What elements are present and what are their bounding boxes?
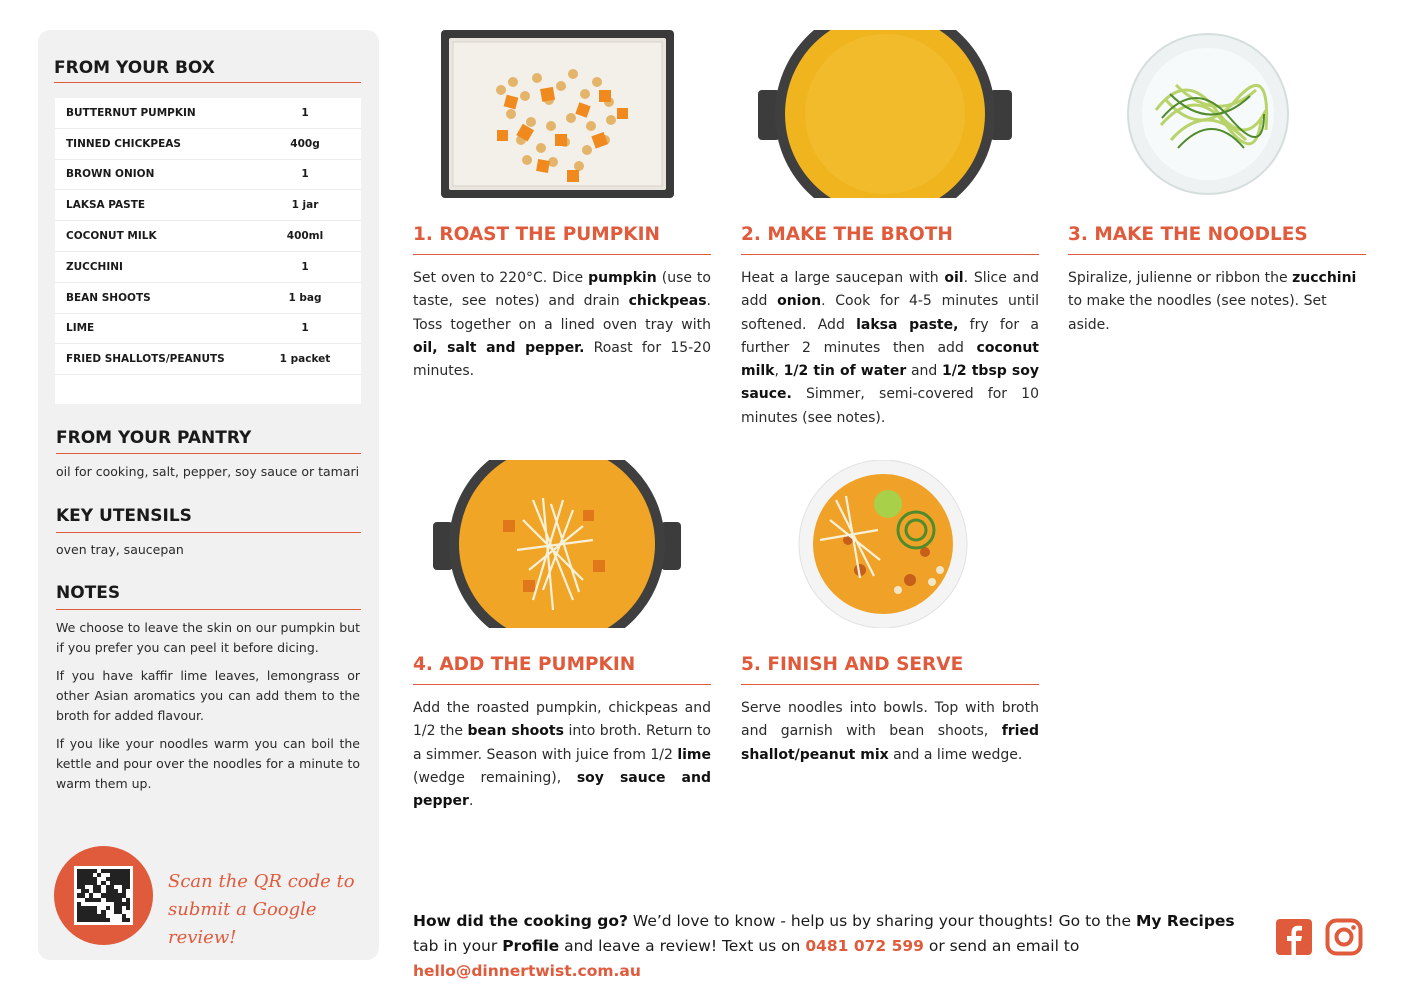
- text: to make the noodles (see notes). Set aside.: [1068, 293, 1327, 333]
- ingredient-bold: oil, salt and pepper.: [413, 339, 585, 356]
- my-recipes-label: My Recipes: [1135, 912, 1235, 930]
- pantry-text: oil for cooking, salt, pepper, soy sauce or tamari: [56, 464, 360, 479]
- qr-pattern: [77, 869, 130, 922]
- zucchini-noodles-illustration: [1126, 30, 1290, 198]
- text: fry for a further 2 minutes then add: [741, 316, 1039, 356]
- ingredient-bold: 1/2 tbsp soy sauce.: [741, 363, 1040, 403]
- text: and: [906, 363, 943, 380]
- ingredient-bold: pumpkin: [588, 270, 657, 286]
- divider: [56, 532, 361, 533]
- text: Roast for 15-20 minutes.: [413, 339, 711, 380]
- ingredient-name: BUTTERNUT PUMPKIN: [66, 106, 196, 119]
- ingredient-qty: 1 jar: [291, 199, 319, 212]
- qr-module: [126, 918, 130, 922]
- ingredient-bold: soy sauce and pepper: [413, 769, 711, 810]
- text: . Slice and add: [741, 270, 1039, 310]
- ingredient-name: TINNED CHICKPEAS: [66, 137, 181, 150]
- ingredient-qty: 1: [301, 106, 309, 119]
- ingredient-bold: lime: [677, 746, 711, 763]
- table-row: [55, 252, 361, 283]
- divider: [413, 684, 711, 685]
- text: or send an email to: [923, 937, 1080, 955]
- table-row: [55, 190, 361, 221]
- review-footer: [413, 909, 1263, 984]
- divider: [1068, 254, 1366, 255]
- pumpkin-in-broth-illustration: [433, 460, 681, 628]
- footer-heading: How did the cooking go?: [413, 912, 628, 930]
- email-link[interactable]: hello@dinnertwist.com.au: [413, 962, 641, 980]
- ingredients-table: [55, 98, 361, 404]
- ingredient-bold: bean shoots: [467, 723, 564, 740]
- qr-caption-line: Scan the QR code to: [168, 871, 355, 892]
- step-5-text: [741, 697, 1039, 767]
- step-3-title: 3. MAKE THE NOODLES: [1068, 224, 1308, 245]
- text: into broth. Return to a simmer. Season with juice from 1/2: [413, 723, 711, 763]
- text: . Cook for 4-5 minutes until softened. Add: [741, 293, 1039, 333]
- phone-link[interactable]: 0481 072 599: [805, 937, 924, 955]
- text: . Toss together on a lined oven tray with: [413, 293, 711, 333]
- ingredient-qty: 1: [301, 260, 309, 273]
- text: Set oven to 220°C. Dice: [413, 270, 589, 286]
- ingredient-bold: oil: [944, 270, 964, 286]
- ingredient-bold: onion: [777, 293, 822, 310]
- pumpkin-in-broth-image: [433, 460, 681, 628]
- text: Serve noodles into bowls. Top with broth and garnish with bean shoots,: [741, 700, 1039, 740]
- step-2-title: 2. MAKE THE BROTH: [741, 224, 953, 245]
- ingredient-bold: chickpeas: [628, 293, 707, 310]
- step-4-text: [413, 697, 711, 813]
- ingredient-name: BEAN SHOOTS: [66, 291, 151, 304]
- table-row: [55, 129, 361, 160]
- text: Simmer, semi-covered for 10 minutes (see notes).: [741, 386, 1039, 426]
- zucchini-noodles-image: [1126, 30, 1290, 198]
- ingredient-qty: 1 packet: [279, 353, 331, 366]
- key-utensils-title: KEY UTENSILS: [56, 506, 192, 526]
- utensils-text: oven tray, saucepan: [56, 542, 184, 557]
- instagram-glyph: [1325, 918, 1363, 956]
- ingredient-bold: 1/2 tin of water: [783, 363, 907, 380]
- text: Add the roasted pumpkin, chickpeas and 1/2 the: [413, 700, 711, 740]
- divider: [413, 254, 711, 255]
- step-1-text: [413, 267, 711, 383]
- text: ,: [774, 363, 784, 380]
- divider: [741, 684, 1039, 685]
- ingredient-name: BROWN ONION: [66, 168, 155, 181]
- ingredient-qty: 1: [301, 322, 309, 335]
- ingredient-qty: 1: [301, 168, 309, 181]
- step-4-title: 4. ADD THE PUMPKIN: [413, 654, 636, 675]
- broth-saucepan-image: [758, 30, 1012, 198]
- divider: [56, 453, 361, 454]
- divider: [54, 82, 361, 83]
- divider: [741, 254, 1039, 255]
- text: We’d love to know - help us by sharing your thoughts! Go to the: [627, 912, 1136, 930]
- ingredient-qty: 400ml: [286, 230, 324, 243]
- laksa-served-image: [790, 460, 976, 628]
- ingredient-qty: 1 bag: [288, 291, 322, 304]
- table-row: [55, 98, 361, 129]
- ingredient-name: LIME: [66, 322, 95, 335]
- qr-code-icon[interactable]: [74, 866, 133, 925]
- ingredient-name: FRIED SHALLOTS/PEANUTS: [66, 353, 225, 366]
- table-row: [55, 283, 361, 314]
- text: .: [468, 793, 474, 810]
- profile-label: Profile: [502, 937, 560, 955]
- step-3-text: [1068, 267, 1366, 337]
- laksa-served-illustration: [790, 460, 976, 628]
- step-5-title: 5. FINISH AND SERVE: [741, 654, 964, 675]
- text: Heat a large saucepan with: [741, 270, 945, 286]
- divider: [56, 609, 361, 610]
- instagram-icon[interactable]: [1325, 918, 1363, 956]
- table-row: [55, 160, 361, 191]
- qr-code-badge[interactable]: [54, 846, 153, 945]
- note-3: If you like your noodles warm you can boil the kettle and pour over the noodles for a minute to warm them up.: [56, 736, 360, 791]
- note-2: If you have kaffir lime leaves, lemongrass or other Asian aromatics you can add them to the broth for added flavour.: [56, 668, 360, 723]
- ingredient-qty: 400g: [290, 137, 320, 150]
- table-row: [55, 344, 361, 375]
- ingredient-name: LAKSA PASTE: [66, 199, 146, 212]
- step-1-title: 1. ROAST THE PUMPKIN: [413, 224, 660, 245]
- facebook-glyph: [1275, 918, 1313, 956]
- text: Spiralize, julienne or ribbon the: [1068, 270, 1293, 286]
- qr-caption: [168, 868, 368, 952]
- ingredient-bold: fried shallot/peanut mix: [741, 723, 1039, 763]
- from-your-box-title: FROM YOUR BOX: [54, 58, 215, 78]
- roasted-pumpkin-tray-illustration: [441, 30, 674, 198]
- from-your-pantry-title: FROM YOUR PANTRY: [56, 428, 252, 448]
- broth-saucepan-illustration: [758, 30, 1012, 198]
- note-1: We choose to leave the skin on our pumpkin but if you prefer you can peel it before dicing.: [56, 620, 360, 655]
- table-row: [55, 314, 361, 345]
- notes-title: NOTES: [56, 583, 121, 603]
- ingredients-sidebar: [38, 30, 379, 960]
- text: and leave a review! Text us on: [559, 937, 806, 955]
- table-row: [55, 221, 361, 252]
- text: tab in your: [413, 937, 503, 955]
- qr-caption-line: submit a Google review!: [168, 899, 317, 948]
- roasted-pumpkin-tray-image: [441, 30, 674, 198]
- ingredient-bold: coconut milk: [741, 339, 1039, 380]
- text: and a lime wedge.: [888, 746, 1023, 763]
- ingredient-name: COCONUT MILK: [66, 230, 157, 243]
- text: (wedge remaining),: [413, 769, 577, 786]
- ingredient-bold: zucchini: [1292, 270, 1357, 286]
- step-2-text: [741, 267, 1039, 430]
- text: (use to taste, see notes) and drain: [413, 270, 711, 310]
- ingredient-bold: laksa paste,: [856, 316, 959, 333]
- facebook-icon[interactable]: [1275, 918, 1313, 956]
- ingredient-name: ZUCCHINI: [66, 260, 123, 273]
